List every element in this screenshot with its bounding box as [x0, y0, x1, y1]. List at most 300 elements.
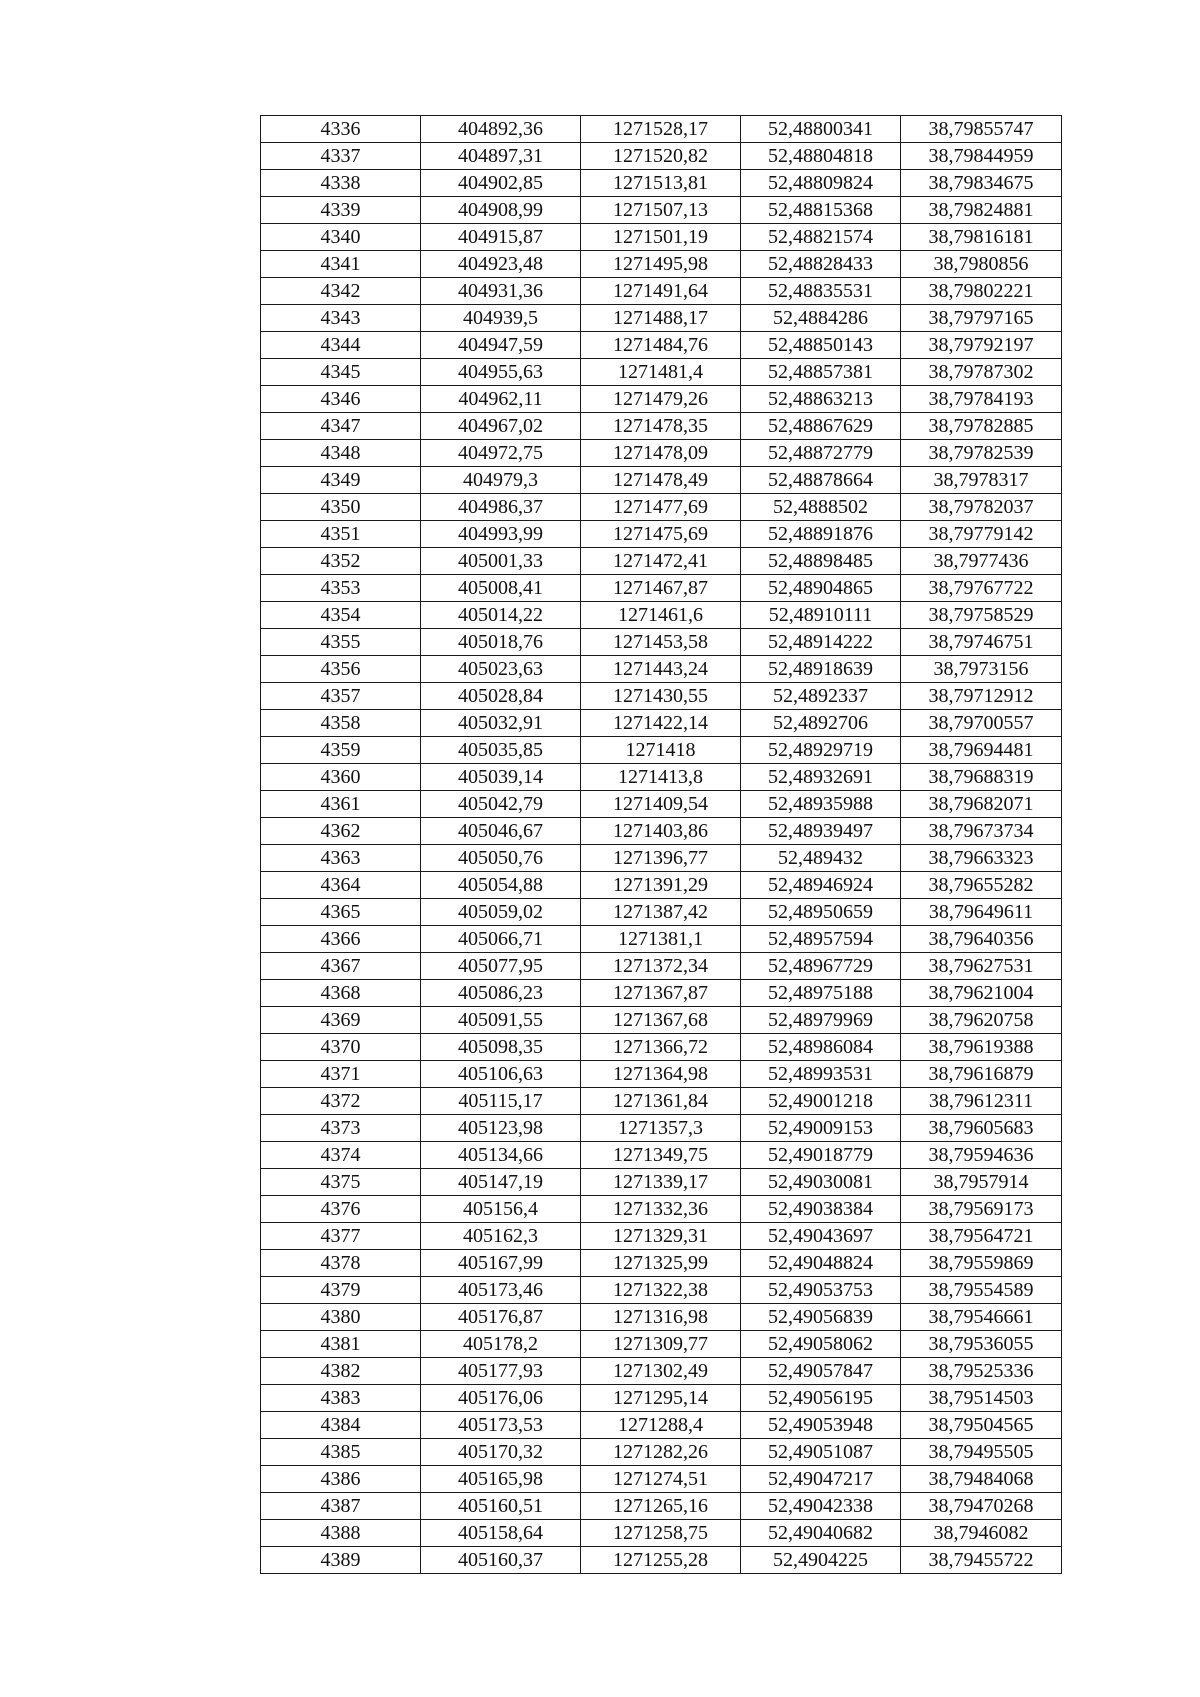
- point-number-cell: 4374: [261, 1142, 421, 1169]
- longitude-cell: 38,7957914: [901, 1169, 1062, 1196]
- longitude-cell: 38,79605683: [901, 1115, 1062, 1142]
- x-coordinate-cell: 405177,93: [421, 1358, 581, 1385]
- longitude-cell: 38,79569173: [901, 1196, 1062, 1223]
- latitude-cell: 52,48946924: [741, 872, 901, 899]
- longitude-cell: 38,79816181: [901, 224, 1062, 251]
- table-row: [261, 1304, 1062, 1331]
- y-coordinate-cell: 1271339,17: [581, 1169, 741, 1196]
- longitude-cell: 38,79673734: [901, 818, 1062, 845]
- table-row: [261, 899, 1062, 926]
- table-row: [261, 143, 1062, 170]
- table-row: [261, 224, 1062, 251]
- latitude-cell: 52,49048824: [741, 1250, 901, 1277]
- latitude-cell: 52,48929719: [741, 737, 901, 764]
- point-number-cell: 4369: [261, 1007, 421, 1034]
- x-coordinate-cell: 405115,17: [421, 1088, 581, 1115]
- point-number-cell: 4362: [261, 818, 421, 845]
- y-coordinate-cell: 1271453,58: [581, 629, 741, 656]
- latitude-cell: 52,48804818: [741, 143, 901, 170]
- longitude-cell: 38,79824881: [901, 197, 1062, 224]
- longitude-cell: 38,7973156: [901, 656, 1062, 683]
- longitude-cell: 38,79787302: [901, 359, 1062, 386]
- y-coordinate-cell: 1271295,14: [581, 1385, 741, 1412]
- longitude-cell: 38,79554589: [901, 1277, 1062, 1304]
- latitude-cell: 52,48904865: [741, 575, 901, 602]
- x-coordinate-cell: 405014,22: [421, 602, 581, 629]
- longitude-cell: 38,79612311: [901, 1088, 1062, 1115]
- y-coordinate-cell: 1271467,87: [581, 575, 741, 602]
- table-row: [261, 1466, 1062, 1493]
- latitude-cell: 52,49056839: [741, 1304, 901, 1331]
- longitude-cell: 38,79620758: [901, 1007, 1062, 1034]
- point-number-cell: 4385: [261, 1439, 421, 1466]
- longitude-cell: 38,79594636: [901, 1142, 1062, 1169]
- longitude-cell: 38,79455722: [901, 1547, 1062, 1574]
- table-row: [261, 1331, 1062, 1358]
- table-row: [261, 575, 1062, 602]
- latitude-cell: 52,49056195: [741, 1385, 901, 1412]
- y-coordinate-cell: 1271513,81: [581, 170, 741, 197]
- x-coordinate-cell: 404892,36: [421, 116, 581, 143]
- x-coordinate-cell: 404908,99: [421, 197, 581, 224]
- point-number-cell: 4357: [261, 683, 421, 710]
- latitude-cell: 52,4892706: [741, 710, 901, 737]
- longitude-cell: 38,79758529: [901, 602, 1062, 629]
- longitude-cell: 38,79484068: [901, 1466, 1062, 1493]
- x-coordinate-cell: 405178,2: [421, 1331, 581, 1358]
- x-coordinate-cell: 404897,31: [421, 143, 581, 170]
- y-coordinate-cell: 1271472,41: [581, 548, 741, 575]
- y-coordinate-cell: 1271367,87: [581, 980, 741, 1007]
- point-number-cell: 4386: [261, 1466, 421, 1493]
- latitude-cell: 52,49042338: [741, 1493, 901, 1520]
- table-row: [261, 548, 1062, 575]
- table-row: [261, 1223, 1062, 1250]
- y-coordinate-cell: 1271332,36: [581, 1196, 741, 1223]
- table-row: [261, 872, 1062, 899]
- x-coordinate-cell: 405106,63: [421, 1061, 581, 1088]
- x-coordinate-cell: 405077,95: [421, 953, 581, 980]
- y-coordinate-cell: 1271478,49: [581, 467, 741, 494]
- latitude-cell: 52,48821574: [741, 224, 901, 251]
- point-number-cell: 4341: [261, 251, 421, 278]
- table-row: [261, 764, 1062, 791]
- table-row: [261, 926, 1062, 953]
- point-number-cell: 4388: [261, 1520, 421, 1547]
- x-coordinate-cell: 405086,23: [421, 980, 581, 1007]
- table-row: [261, 170, 1062, 197]
- table-row: [261, 1061, 1062, 1088]
- latitude-cell: 52,48857381: [741, 359, 901, 386]
- x-coordinate-cell: 405023,63: [421, 656, 581, 683]
- latitude-cell: 52,49009153: [741, 1115, 901, 1142]
- table-row: [261, 1493, 1062, 1520]
- y-coordinate-cell: 1271387,42: [581, 899, 741, 926]
- point-number-cell: 4347: [261, 413, 421, 440]
- longitude-cell: 38,79782885: [901, 413, 1062, 440]
- table-row: [261, 251, 1062, 278]
- y-coordinate-cell: 1271367,68: [581, 1007, 741, 1034]
- point-number-cell: 4375: [261, 1169, 421, 1196]
- point-number-cell: 4384: [261, 1412, 421, 1439]
- y-coordinate-cell: 1271391,29: [581, 872, 741, 899]
- point-number-cell: 4359: [261, 737, 421, 764]
- x-coordinate-cell: 404939,5: [421, 305, 581, 332]
- longitude-cell: 38,79782539: [901, 440, 1062, 467]
- longitude-cell: 38,79792197: [901, 332, 1062, 359]
- latitude-cell: 52,48932691: [741, 764, 901, 791]
- x-coordinate-cell: 405066,71: [421, 926, 581, 953]
- y-coordinate-cell: 1271372,34: [581, 953, 741, 980]
- latitude-cell: 52,4884286: [741, 305, 901, 332]
- x-coordinate-cell: 405170,32: [421, 1439, 581, 1466]
- x-coordinate-cell: 405035,85: [421, 737, 581, 764]
- longitude-cell: 38,79495505: [901, 1439, 1062, 1466]
- x-coordinate-cell: 405165,98: [421, 1466, 581, 1493]
- latitude-cell: 52,49053753: [741, 1277, 901, 1304]
- latitude-cell: 52,48950659: [741, 899, 901, 926]
- latitude-cell: 52,48979969: [741, 1007, 901, 1034]
- table-row: [261, 953, 1062, 980]
- longitude-cell: 38,7978317: [901, 467, 1062, 494]
- x-coordinate-cell: 404967,02: [421, 413, 581, 440]
- y-coordinate-cell: 1271255,28: [581, 1547, 741, 1574]
- table-row: [261, 278, 1062, 305]
- y-coordinate-cell: 1271418: [581, 737, 741, 764]
- point-number-cell: 4370: [261, 1034, 421, 1061]
- x-coordinate-cell: 405156,4: [421, 1196, 581, 1223]
- latitude-cell: 52,48986084: [741, 1034, 901, 1061]
- y-coordinate-cell: 1271495,98: [581, 251, 741, 278]
- point-number-cell: 4351: [261, 521, 421, 548]
- y-coordinate-cell: 1271357,3: [581, 1115, 741, 1142]
- latitude-cell: 52,48828433: [741, 251, 901, 278]
- latitude-cell: 52,4888502: [741, 494, 901, 521]
- latitude-cell: 52,49053948: [741, 1412, 901, 1439]
- y-coordinate-cell: 1271478,35: [581, 413, 741, 440]
- latitude-cell: 52,49043697: [741, 1223, 901, 1250]
- latitude-cell: 52,49038384: [741, 1196, 901, 1223]
- point-number-cell: 4367: [261, 953, 421, 980]
- latitude-cell: 52,49058062: [741, 1331, 901, 1358]
- table-row: [261, 845, 1062, 872]
- point-number-cell: 4387: [261, 1493, 421, 1520]
- x-coordinate-cell: 405158,64: [421, 1520, 581, 1547]
- x-coordinate-cell: 405134,66: [421, 1142, 581, 1169]
- table-row: [261, 656, 1062, 683]
- table-row: [261, 602, 1062, 629]
- table-row: [261, 197, 1062, 224]
- x-coordinate-cell: 405008,41: [421, 575, 581, 602]
- table-row: [261, 818, 1062, 845]
- table-row: [261, 1385, 1062, 1412]
- y-coordinate-cell: 1271413,8: [581, 764, 741, 791]
- longitude-cell: 38,79536055: [901, 1331, 1062, 1358]
- latitude-cell: 52,48967729: [741, 953, 901, 980]
- coordinates-table: [260, 115, 1062, 1574]
- table-row: [261, 1277, 1062, 1304]
- x-coordinate-cell: 404972,75: [421, 440, 581, 467]
- point-number-cell: 4345: [261, 359, 421, 386]
- y-coordinate-cell: 1271507,13: [581, 197, 741, 224]
- table-row: [261, 1250, 1062, 1277]
- point-number-cell: 4373: [261, 1115, 421, 1142]
- point-number-cell: 4355: [261, 629, 421, 656]
- longitude-cell: 38,79504565: [901, 1412, 1062, 1439]
- longitude-cell: 38,79663323: [901, 845, 1062, 872]
- table-row: [261, 467, 1062, 494]
- x-coordinate-cell: 405162,3: [421, 1223, 581, 1250]
- point-number-cell: 4346: [261, 386, 421, 413]
- point-number-cell: 4371: [261, 1061, 421, 1088]
- y-coordinate-cell: 1271361,84: [581, 1088, 741, 1115]
- latitude-cell: 52,48878664: [741, 467, 901, 494]
- latitude-cell: 52,48957594: [741, 926, 901, 953]
- point-number-cell: 4361: [261, 791, 421, 818]
- latitude-cell: 52,4892337: [741, 683, 901, 710]
- y-coordinate-cell: 1271274,51: [581, 1466, 741, 1493]
- y-coordinate-cell: 1271309,77: [581, 1331, 741, 1358]
- latitude-cell: 52,48898485: [741, 548, 901, 575]
- longitude-cell: 38,79514503: [901, 1385, 1062, 1412]
- x-coordinate-cell: 404947,59: [421, 332, 581, 359]
- point-number-cell: 4343: [261, 305, 421, 332]
- point-number-cell: 4379: [261, 1277, 421, 1304]
- y-coordinate-cell: 1271477,69: [581, 494, 741, 521]
- point-number-cell: 4342: [261, 278, 421, 305]
- table-row: [261, 440, 1062, 467]
- y-coordinate-cell: 1271491,64: [581, 278, 741, 305]
- point-number-cell: 4376: [261, 1196, 421, 1223]
- longitude-cell: 38,79682071: [901, 791, 1062, 818]
- y-coordinate-cell: 1271349,75: [581, 1142, 741, 1169]
- latitude-cell: 52,48993531: [741, 1061, 901, 1088]
- longitude-cell: 38,79855747: [901, 116, 1062, 143]
- y-coordinate-cell: 1271396,77: [581, 845, 741, 872]
- point-number-cell: 4337: [261, 143, 421, 170]
- point-number-cell: 4363: [261, 845, 421, 872]
- x-coordinate-cell: 404955,63: [421, 359, 581, 386]
- latitude-cell: 52,48850143: [741, 332, 901, 359]
- x-coordinate-cell: 405046,67: [421, 818, 581, 845]
- x-coordinate-cell: 405039,14: [421, 764, 581, 791]
- table-row: [261, 305, 1062, 332]
- longitude-cell: 38,79779142: [901, 521, 1062, 548]
- x-coordinate-cell: 404915,87: [421, 224, 581, 251]
- table-row: [261, 386, 1062, 413]
- longitude-cell: 38,79797165: [901, 305, 1062, 332]
- table-row: [261, 629, 1062, 656]
- latitude-cell: 52,48975188: [741, 980, 901, 1007]
- table-row: [261, 980, 1062, 1007]
- y-coordinate-cell: 1271265,16: [581, 1493, 741, 1520]
- point-number-cell: 4364: [261, 872, 421, 899]
- longitude-cell: 38,79700557: [901, 710, 1062, 737]
- x-coordinate-cell: 405032,91: [421, 710, 581, 737]
- table-row: [261, 116, 1062, 143]
- y-coordinate-cell: 1271528,17: [581, 116, 741, 143]
- table-row: [261, 1412, 1062, 1439]
- table-row: [261, 1169, 1062, 1196]
- point-number-cell: 4352: [261, 548, 421, 575]
- latitude-cell: 52,48867629: [741, 413, 901, 440]
- longitude-cell: 38,7946082: [901, 1520, 1062, 1547]
- point-number-cell: 4356: [261, 656, 421, 683]
- y-coordinate-cell: 1271325,99: [581, 1250, 741, 1277]
- longitude-cell: 38,79802221: [901, 278, 1062, 305]
- x-coordinate-cell: 405160,51: [421, 1493, 581, 1520]
- point-number-cell: 4344: [261, 332, 421, 359]
- longitude-cell: 38,79559869: [901, 1250, 1062, 1277]
- point-number-cell: 4360: [261, 764, 421, 791]
- longitude-cell: 38,79712912: [901, 683, 1062, 710]
- longitude-cell: 38,79640356: [901, 926, 1062, 953]
- latitude-cell: 52,48835531: [741, 278, 901, 305]
- y-coordinate-cell: 1271282,26: [581, 1439, 741, 1466]
- longitude-cell: 38,79844959: [901, 143, 1062, 170]
- y-coordinate-cell: 1271381,1: [581, 926, 741, 953]
- point-number-cell: 4377: [261, 1223, 421, 1250]
- x-coordinate-cell: 405173,46: [421, 1277, 581, 1304]
- x-coordinate-cell: 405028,84: [421, 683, 581, 710]
- y-coordinate-cell: 1271520,82: [581, 143, 741, 170]
- latitude-cell: 52,49047217: [741, 1466, 901, 1493]
- point-number-cell: 4348: [261, 440, 421, 467]
- x-coordinate-cell: 405176,06: [421, 1385, 581, 1412]
- table-row: [261, 1142, 1062, 1169]
- table-row: [261, 1007, 1062, 1034]
- latitude-cell: 52,49030081: [741, 1169, 901, 1196]
- x-coordinate-cell: 405001,33: [421, 548, 581, 575]
- x-coordinate-cell: 404902,85: [421, 170, 581, 197]
- y-coordinate-cell: 1271443,24: [581, 656, 741, 683]
- longitude-cell: 38,7980856: [901, 251, 1062, 278]
- latitude-cell: 52,48872779: [741, 440, 901, 467]
- table-row: [261, 413, 1062, 440]
- longitude-cell: 38,79564721: [901, 1223, 1062, 1250]
- y-coordinate-cell: 1271501,19: [581, 224, 741, 251]
- table-row: [261, 1520, 1062, 1547]
- latitude-cell: 52,48910111: [741, 602, 901, 629]
- longitude-cell: 38,79688319: [901, 764, 1062, 791]
- latitude-cell: 52,49001218: [741, 1088, 901, 1115]
- longitude-cell: 38,79694481: [901, 737, 1062, 764]
- y-coordinate-cell: 1271422,14: [581, 710, 741, 737]
- x-coordinate-cell: 405167,99: [421, 1250, 581, 1277]
- table-row: [261, 494, 1062, 521]
- x-coordinate-cell: 404993,99: [421, 521, 581, 548]
- x-coordinate-cell: 404962,11: [421, 386, 581, 413]
- y-coordinate-cell: 1271364,98: [581, 1061, 741, 1088]
- longitude-cell: 38,79621004: [901, 980, 1062, 1007]
- x-coordinate-cell: 404986,37: [421, 494, 581, 521]
- longitude-cell: 38,79784193: [901, 386, 1062, 413]
- latitude-cell: 52,4904225: [741, 1547, 901, 1574]
- y-coordinate-cell: 1271478,09: [581, 440, 741, 467]
- longitude-cell: 38,79746751: [901, 629, 1062, 656]
- table-row: [261, 332, 1062, 359]
- point-number-cell: 4372: [261, 1088, 421, 1115]
- x-coordinate-cell: 405176,87: [421, 1304, 581, 1331]
- point-number-cell: 4340: [261, 224, 421, 251]
- table-row: [261, 1439, 1062, 1466]
- table-row: [261, 1547, 1062, 1574]
- x-coordinate-cell: 405098,35: [421, 1034, 581, 1061]
- y-coordinate-cell: 1271258,75: [581, 1520, 741, 1547]
- point-number-cell: 4365: [261, 899, 421, 926]
- point-number-cell: 4338: [261, 170, 421, 197]
- coordinates-table-body: [261, 116, 1062, 1574]
- y-coordinate-cell: 1271409,54: [581, 791, 741, 818]
- x-coordinate-cell: 405059,02: [421, 899, 581, 926]
- latitude-cell: 52,48914222: [741, 629, 901, 656]
- x-coordinate-cell: 405123,98: [421, 1115, 581, 1142]
- x-coordinate-cell: 405147,19: [421, 1169, 581, 1196]
- x-coordinate-cell: 405160,37: [421, 1547, 581, 1574]
- table-row: [261, 521, 1062, 548]
- point-number-cell: 4336: [261, 116, 421, 143]
- longitude-cell: 38,79649611: [901, 899, 1062, 926]
- latitude-cell: 52,48891876: [741, 521, 901, 548]
- table-row: [261, 1358, 1062, 1385]
- y-coordinate-cell: 1271329,31: [581, 1223, 741, 1250]
- latitude-cell: 52,48809824: [741, 170, 901, 197]
- point-number-cell: 4383: [261, 1385, 421, 1412]
- point-number-cell: 4389: [261, 1547, 421, 1574]
- x-coordinate-cell: 405050,76: [421, 845, 581, 872]
- y-coordinate-cell: 1271461,6: [581, 602, 741, 629]
- x-coordinate-cell: 404923,48: [421, 251, 581, 278]
- y-coordinate-cell: 1271479,26: [581, 386, 741, 413]
- table-row: [261, 1115, 1062, 1142]
- y-coordinate-cell: 1271484,76: [581, 332, 741, 359]
- x-coordinate-cell: 405054,88: [421, 872, 581, 899]
- y-coordinate-cell: 1271430,55: [581, 683, 741, 710]
- latitude-cell: 52,48939497: [741, 818, 901, 845]
- latitude-cell: 52,48800341: [741, 116, 901, 143]
- latitude-cell: 52,49018779: [741, 1142, 901, 1169]
- y-coordinate-cell: 1271403,86: [581, 818, 741, 845]
- y-coordinate-cell: 1271316,98: [581, 1304, 741, 1331]
- table-row: [261, 683, 1062, 710]
- point-number-cell: 4354: [261, 602, 421, 629]
- table-row: [261, 1088, 1062, 1115]
- table-row: [261, 359, 1062, 386]
- y-coordinate-cell: 1271322,38: [581, 1277, 741, 1304]
- latitude-cell: 52,48918639: [741, 656, 901, 683]
- y-coordinate-cell: 1271366,72: [581, 1034, 741, 1061]
- longitude-cell: 38,79619388: [901, 1034, 1062, 1061]
- point-number-cell: 4358: [261, 710, 421, 737]
- table-row: [261, 737, 1062, 764]
- point-number-cell: 4350: [261, 494, 421, 521]
- point-number-cell: 4382: [261, 1358, 421, 1385]
- point-number-cell: 4381: [261, 1331, 421, 1358]
- longitude-cell: 38,79616879: [901, 1061, 1062, 1088]
- latitude-cell: 52,48863213: [741, 386, 901, 413]
- x-coordinate-cell: 405173,53: [421, 1412, 581, 1439]
- x-coordinate-cell: 405091,55: [421, 1007, 581, 1034]
- y-coordinate-cell: 1271481,4: [581, 359, 741, 386]
- longitude-cell: 38,79546661: [901, 1304, 1062, 1331]
- latitude-cell: 52,49040682: [741, 1520, 901, 1547]
- y-coordinate-cell: 1271302,49: [581, 1358, 741, 1385]
- longitude-cell: 38,79627531: [901, 953, 1062, 980]
- point-number-cell: 4366: [261, 926, 421, 953]
- longitude-cell: 38,79655282: [901, 872, 1062, 899]
- longitude-cell: 38,79767722: [901, 575, 1062, 602]
- x-coordinate-cell: 405042,79: [421, 791, 581, 818]
